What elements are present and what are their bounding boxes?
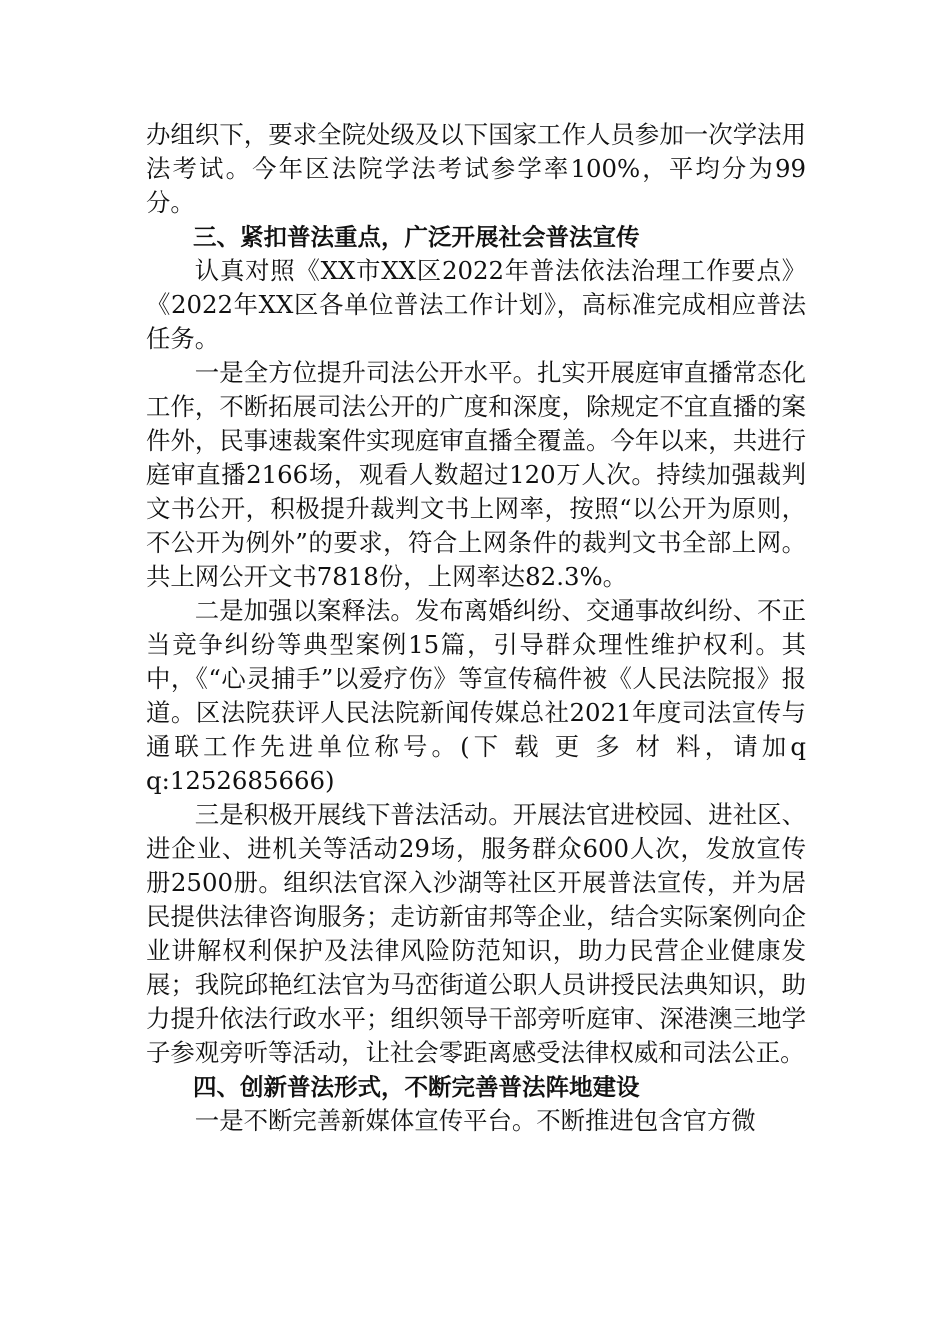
paragraph-judicial-openness: 一是全方位提升司法公开水平。扎实开展庭审直播常态化工作，不断拓展司法公开的广度和深度，除规定不宜直播的案件外，民事速裁案件实现庭审直播全覆盖。今年以来，共进行庭审直播2166场，观看人数超过120万人次。持续加强裁判文书公开，积极提升裁判文书上网率，按照“以公开为原则，不公开为例外”的要求，符合上网条件的裁判文书全部上网。共上网公开文书7818份，上网率达82.3%。 <box>146 358 806 591</box>
paragraph-case-interpretation: 二是加强以案释法。发布离婚纠纷、交通事故纠纷、不正当竞争纠纷等典型案例15篇，引导群众理性维护权利。其中，《“心灵捕手”以爱疗伤》等宣传稿件被《人民法院报》报道。区法院获评人民法院新闻传媒总社2021年度司法宣传与通联工作先进单位称号。(下 载 更 多 材 料，请加q q:1252685666) <box>146 596 806 795</box>
paragraph-offline-activities: 三是积极开展线下普法活动。开展法官进校园、进社区、进企业、进机关等活动29场，服务群众600人次，发放宣传册2500册。组织法官深入沙湖等社区开展普法宣传，并为居民提供法律咨询服务；走访新宙邦等企业，结合实际案例向企业讲解权利保护及法律风险防范知识，助力民营企业健康发展；我院邱艳红法官为马峦街道公职人员讲授民法典知识，助力提升依法行政水平；组织领导干部旁听庭审、深港澳三地学子参观旁听等活动，让社会零距离感受法律权威和司法公正。 <box>146 800 806 1067</box>
paragraph-new-media: 一是不断完善新媒体宣传平台。不断推进包含官方微 <box>194 1106 756 1135</box>
paragraph-intro: 认真对照《XX市XX区2022年普法依法治理工作要点》《2022年XX区各单位普法工作计划》，高标准完成相应普法任务。 <box>146 256 806 353</box>
paragraph-continuation: 办组织下，要求全院处级及以下国家工作人员参加一次学法用法考试。今年区法院学法考试参学率100%，平均分为99分。 <box>146 120 806 217</box>
document-page <box>146 118 806 1138</box>
section-heading-3: 三、紧扣普法重点，广泛开展社会普法宣传 <box>193 223 640 251</box>
section-heading-4: 四、创新普法形式，不断完善普法阵地建设 <box>193 1073 640 1101</box>
